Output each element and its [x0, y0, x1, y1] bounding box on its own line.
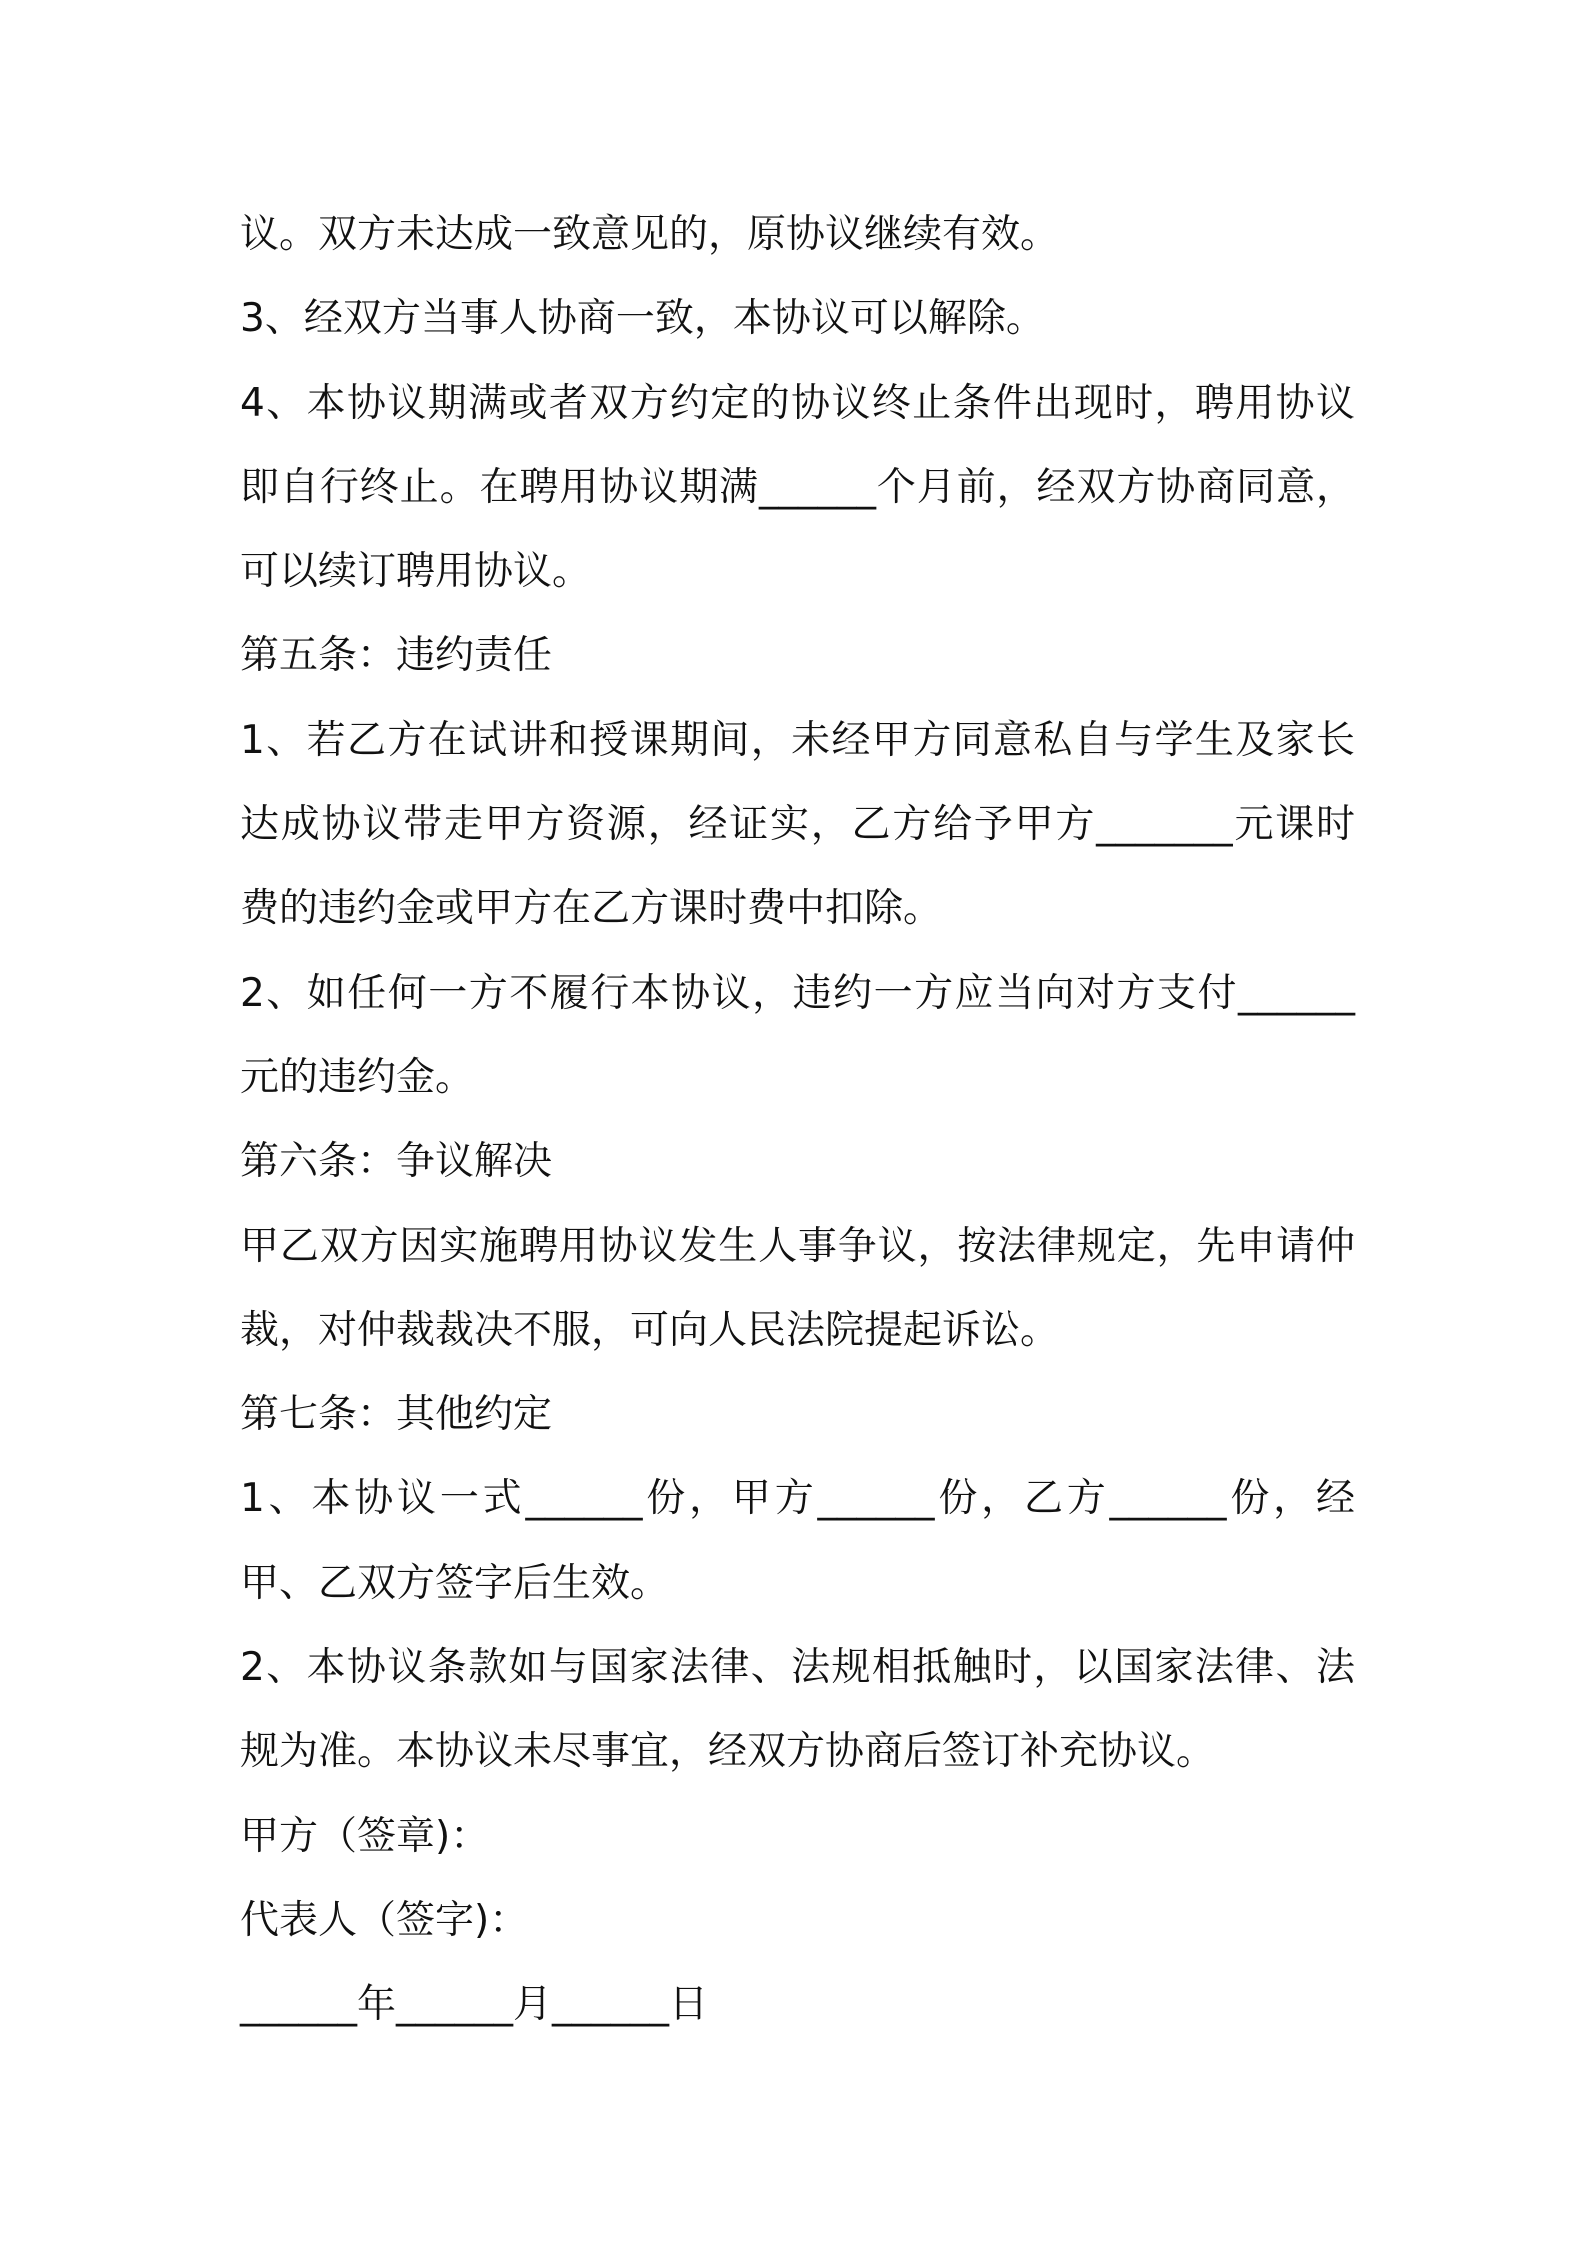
text-line: 费的违约金或甲方在乙方课时费中扣除。	[240, 886, 943, 932]
signature-date: ______年______月______日	[240, 1982, 709, 2028]
text-line: 达成协议带走甲方资源，经证实，乙方给予甲方_______元课时	[240, 802, 1355, 848]
text-line: 裁，对仲裁裁决不服，可向人民法院提起诉讼。	[240, 1307, 1060, 1353]
section-heading: 第六条：争议解决	[240, 1139, 553, 1185]
text-line: 2、本协议条款如与国家法律、法规相抵触时，以国家法律、法	[240, 1645, 1355, 1691]
text-line: 3、经双方当事人协商一致，本协议可以解除。	[240, 296, 1045, 342]
text-line: 甲、乙双方签字后生效。	[240, 1560, 670, 1606]
document-body	[240, 193, 1355, 2048]
text-line: 规为准。本协议未尽事宜，经双方协商后签订补充协议。	[240, 1729, 1216, 1775]
text-line: 甲乙双方因实施聘用协议发生人事争议，按法律规定，先申请仲	[240, 1223, 1355, 1269]
text-line: 元的违约金。	[240, 1054, 475, 1100]
section-heading: 第五条：违约责任	[240, 633, 553, 679]
signature-party-a: 甲方（签章)：	[240, 1813, 490, 1859]
text-line: 议。双方未达成一致意见的，原协议继续有效。	[240, 212, 1060, 257]
text-line: 1、若乙方在试讲和授课期间，未经甲方同意私自与学生及家长	[240, 717, 1355, 763]
text-line: 即自行终止。在聘用协议期满______个月前，经双方协商同意，	[240, 464, 1355, 510]
text-line: 4、本协议期满或者双方约定的协议终止条件出现时，聘用协议	[240, 380, 1355, 426]
signature-representative: 代表人（签字)：	[240, 1897, 529, 1943]
text-line: 1、本协议一式______份，甲方______份，乙方______份，经	[240, 1476, 1355, 1522]
text-line: 可以续订聘用协议。	[240, 549, 592, 595]
section-heading: 第七条：其他约定	[240, 1392, 553, 1438]
text-line: 2、如任何一方不履行本协议，违约一方应当向对方支付______	[240, 970, 1355, 1016]
